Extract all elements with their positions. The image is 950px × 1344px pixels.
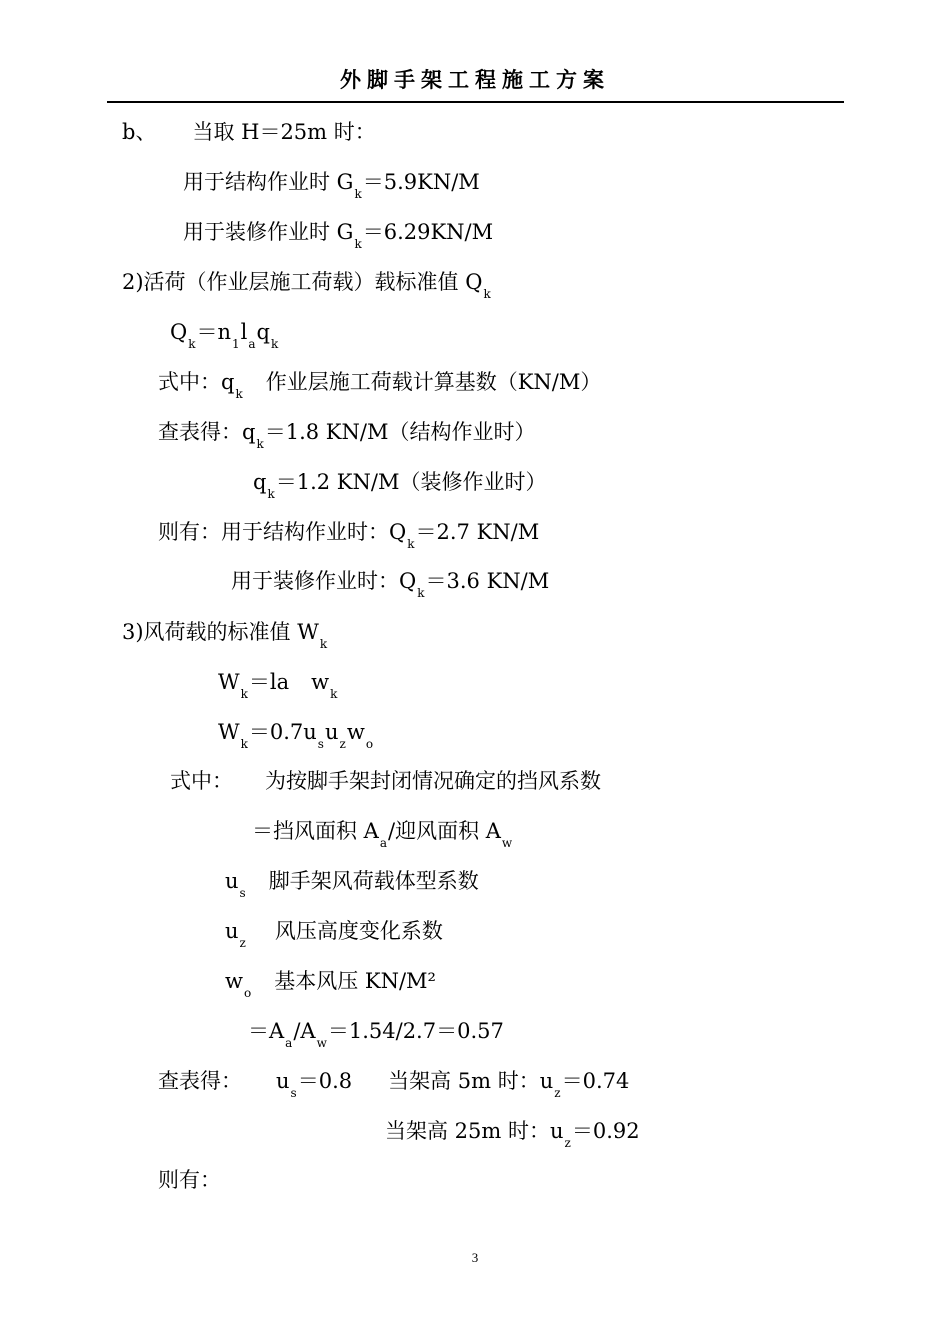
formula-wk-2 [218,718,374,751]
subscript: z [339,737,346,751]
page-header-title: 外脚手架工程施工方案 [340,67,610,92]
formula-part: W [218,670,240,694]
formula-part: l [240,320,248,344]
section-wind-load [122,618,328,651]
subscript: 1 [232,337,240,351]
line-text: ＝挡风面积 A [252,819,379,843]
formula-wk-1 [218,668,338,701]
line-value: ＝1.8 KN/M（结构作业时） [264,420,536,444]
line-table-qk-structure [158,418,536,451]
line-text: 为按脚手架封闭情况确定的挡风系数 [265,769,601,793]
page-number: 3 [471,1250,479,1265]
line-value: ＝0.8 [297,1069,353,1093]
subscript: z [554,1086,561,1100]
line-value: ＝5.9KN/M [362,170,480,194]
subscript: a [379,836,387,850]
line-text: q [253,470,267,494]
header-divider [107,101,844,103]
line-table-qk-decoration [253,468,547,501]
formula-part: ＝0.7u [248,720,317,744]
line-text: 用于装修作业时：Q [231,569,417,593]
formula-part: w [346,720,365,744]
formula-part: ＝A [248,1019,285,1043]
line-table-us-uz [158,1067,630,1100]
line-gk-structure [183,168,480,201]
section-live-load [122,268,492,301]
subscript: k [256,437,264,451]
line-value: ＝0.74 [561,1069,630,1093]
line-text: 当取 H＝25m 时： [192,120,376,144]
line-text: 用于结构作业时 G [183,170,354,194]
subscript: k [354,237,362,251]
line-area-ratio [252,817,513,850]
line-text: 式中： [170,769,233,793]
formula-part: ＝1.54/2.7＝0.57 [327,1019,504,1043]
subscript: k [235,387,243,401]
subscript: k [240,687,248,701]
line-text: /迎风面积 A [388,819,501,843]
subscript: k [417,586,425,600]
line-text: 当架高 5m 时：u [388,1069,554,1093]
subscript: s [239,886,246,900]
line-value: ＝1.2 KN/M（装修作业时） [275,470,547,494]
subscript: k [330,687,338,701]
symbol: w [225,969,243,993]
line-text: 则有： [158,1168,221,1192]
line-us-definition [225,867,479,900]
line-table-uz-25m [385,1117,640,1150]
subscript: w [316,1036,327,1050]
item-marker: b、 [122,120,157,144]
line-text: 用于装修作业时 G [183,220,354,244]
symbol: u [225,869,239,893]
formula-qk [170,318,279,351]
formula-part: W [218,720,240,744]
subscript: s [317,737,324,751]
line-ratio-value [248,1017,504,1050]
line-text: 风压高度变化系数 [274,919,443,943]
line-text: 当架高 25m 时：u [385,1119,564,1143]
formula-part: /A [293,1019,316,1043]
formula-part: ＝n [196,320,232,344]
symbol: u [276,1069,290,1093]
subscript: k [240,737,248,751]
line-value: ＝0.92 [571,1119,640,1143]
subscript: k [483,287,491,301]
line-b-condition [122,118,376,146]
subscript: o [243,986,252,1000]
line-text: 查表得： [158,1069,242,1093]
line-value: ＝2.7 KN/M [415,520,540,544]
line-text: 基本风压 KN/M² [274,969,436,993]
line-where-qk [158,368,602,401]
formula-part: w [311,670,330,694]
line-then [158,1166,221,1194]
line-text: 式中：q [158,370,235,394]
subscript: a [285,1036,293,1050]
line-wo-definition [225,967,436,1000]
subscript: k [319,637,328,651]
subscript: k [407,537,415,551]
subscript: a [248,337,256,351]
line-result-qk-structure [158,518,540,551]
line-value: ＝6.29KN/M [362,220,494,244]
line-where-wind [170,767,601,795]
line-text: 查表得：q [158,420,256,444]
formula-part: Q [170,320,188,344]
subscript: s [290,1086,297,1100]
line-uz-definition [225,917,443,950]
subscript: k [354,187,362,201]
subscript: z [239,936,246,950]
line-value: ＝3.6 KN/M [425,569,550,593]
subscript: k [267,487,275,501]
line-text: 则有：用于结构作业时：Q [158,520,407,544]
symbol: u [225,919,239,943]
formula-part: ＝la [248,670,290,694]
section-heading: 3)风荷载的标准值 W [122,620,319,644]
formula-part: q [256,320,270,344]
line-gk-decoration [183,218,494,251]
subscript: o [365,737,374,751]
line-result-qk-decoration [231,567,550,600]
subscript: k [271,337,279,351]
section-heading: 2)活荷（作业层施工荷载）载标准值 Q [122,270,483,294]
subscript: k [188,337,196,351]
line-text: 作业层施工荷载计算基数（KN/M） [265,370,602,394]
subscript: w [501,836,513,850]
formula-part: u [324,720,339,744]
line-text: 脚手架风荷载体型系数 [268,869,479,893]
subscript: z [564,1136,571,1150]
